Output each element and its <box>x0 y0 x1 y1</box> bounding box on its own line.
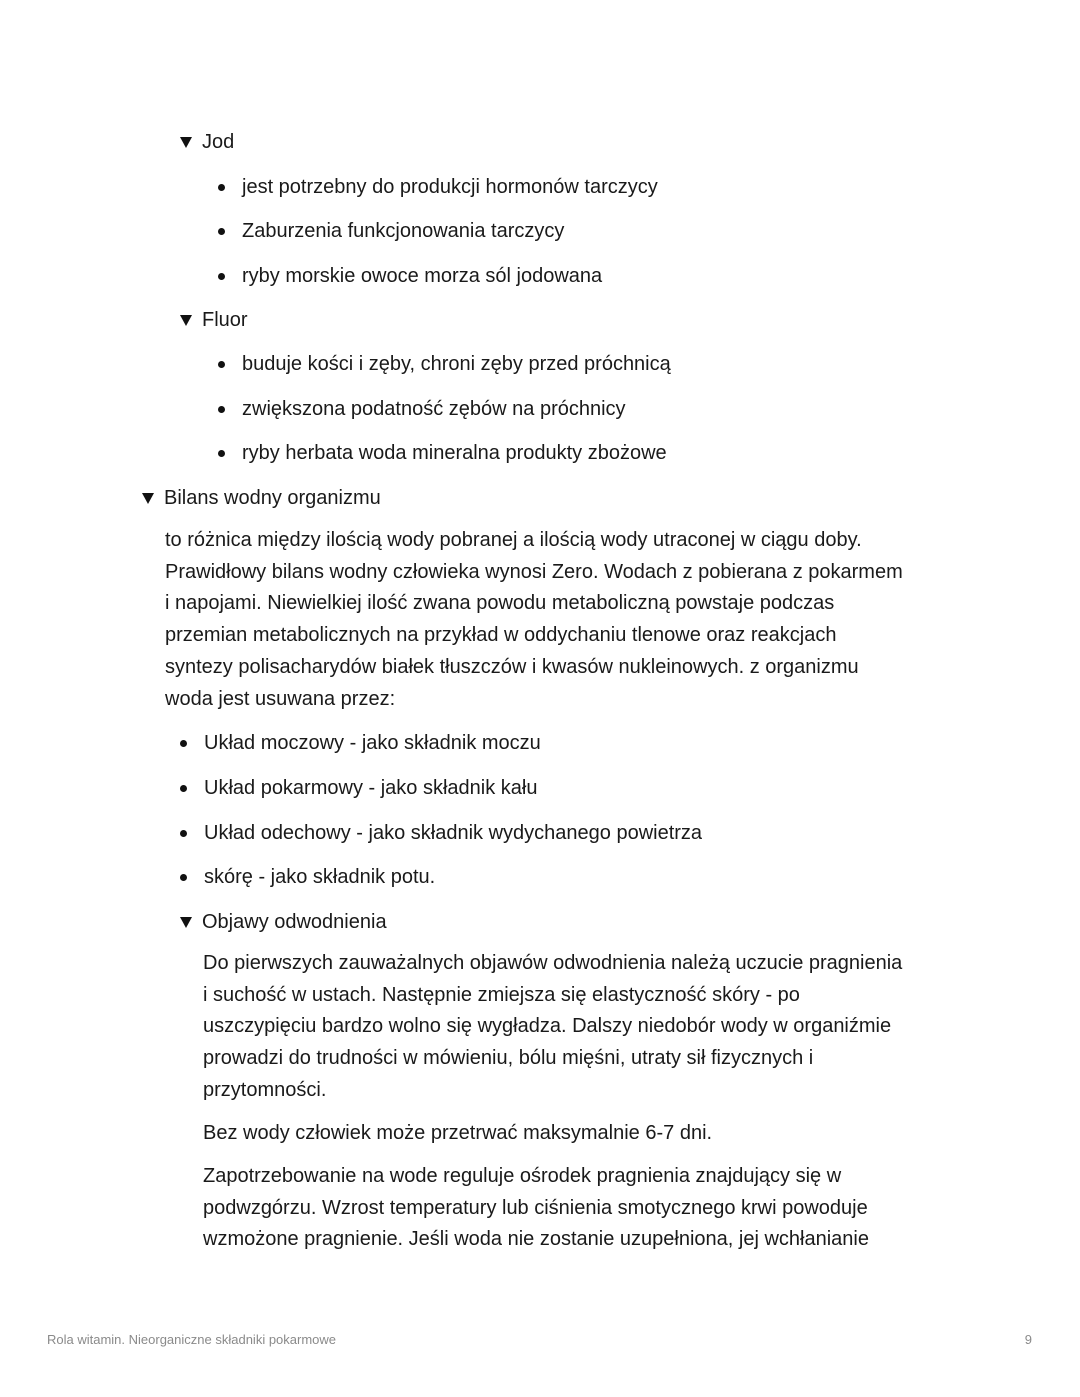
triangle-down-icon[interactable] <box>180 315 192 326</box>
bullet-icon <box>218 361 225 368</box>
list-item <box>180 821 702 845</box>
footer-document-title: Rola witamin. Nieorganiczne składniki pokarmowe <box>47 1332 337 1347</box>
list-item <box>218 352 671 376</box>
paragraph-line: uszczypięciu bardzo wolno się wygładza. Dalszy niedobór wody w organiźmie <box>203 1015 892 1038</box>
list-item <box>218 175 658 199</box>
list-item-text: jest potrzebny do produkcji hormonów tarczycy <box>242 176 658 198</box>
bilans-paragraph <box>165 525 903 715</box>
list-item-text: skórę - jako składnik potu. <box>204 866 436 888</box>
bullet-icon <box>180 830 187 837</box>
bullet-icon <box>218 450 225 457</box>
list-item <box>218 441 667 465</box>
list-item-text: Układ odechowy - jako składnik wydychanego powietrza <box>204 822 703 844</box>
list-item <box>218 219 564 243</box>
toggle-fluor[interactable] <box>180 308 248 332</box>
triangle-down-icon[interactable] <box>180 917 192 928</box>
bullet-icon <box>180 740 187 747</box>
bullet-icon <box>180 874 187 881</box>
triangle-down-icon[interactable] <box>180 137 192 148</box>
list-item <box>180 776 537 800</box>
bullet-icon <box>180 785 187 792</box>
paragraph-line: wzmożone pragnienie. Jeśli woda nie zostanie uzupełniona, jej wchłanianie <box>203 1228 869 1251</box>
list-item <box>218 264 602 288</box>
list-item-text: ryby herbata woda mineralna produkty zbożowe <box>242 442 667 464</box>
bullet-icon <box>218 273 225 280</box>
toggle-title: Jod <box>202 131 235 153</box>
paragraph-line: to różnica między ilością wody pobranej a ilością wody utraconej w ciągu doby. <box>165 529 862 551</box>
paragraph-line: Do pierwszych zauważalnych objawów odwodnienia należą uczucie pragnienia <box>203 952 903 974</box>
toggle-objawy-odwodnienia[interactable] <box>180 910 387 934</box>
bullet-icon <box>218 228 225 235</box>
list-item <box>218 397 626 421</box>
objawy-paragraph-3 <box>203 1161 869 1256</box>
list-item-text: Układ pokarmowy - jako składnik kału <box>204 777 538 799</box>
triangle-down-icon[interactable] <box>142 493 154 504</box>
paragraph-line: prowadzi do trudności w mówieniu, bólu mięśni, utraty sił fizycznych i <box>203 1047 814 1070</box>
paragraph-line: i suchość w ustach. Następnie zmiejsza się elastyczność skóry - po <box>203 983 800 1006</box>
paragraph-line: przemian metabolicznych na przykład w oddychaniu tlenowe oraz reakcjach <box>165 624 837 647</box>
toggle-title: Bilans wodny organizmu <box>164 487 381 509</box>
paragraph-line: i napojami. Niewielkiej ilość zwana powodu metaboliczną powstaje podczas <box>165 592 835 615</box>
paragraph-line: syntezy polisacharydów białek tłuszczów i kwasów nukleinowych. z organizmu <box>165 655 859 678</box>
list-item-text: Układ moczowy - jako składnik moczu <box>204 732 541 754</box>
toggle-bilans-wodny[interactable] <box>142 486 381 510</box>
toggle-title: Fluor <box>202 309 248 331</box>
bullet-icon <box>218 406 225 413</box>
footer-page-number: 9 <box>1024 1332 1032 1347</box>
paragraph-line: woda jest usuwana przez: <box>165 687 396 710</box>
bullet-icon <box>218 184 225 191</box>
list-item-text: zwiększona podatność zębów na próchnicy <box>242 398 626 420</box>
list-item-text: Zaburzenia funkcjonowania tarczycy <box>242 220 565 242</box>
paragraph-line: podwzgórzu. Wzrost temperatury lub ciśnienia smotycznego krwi powoduje <box>203 1196 868 1219</box>
list-item-text: buduje kości i zęby, chroni zęby przed próchnicą <box>242 353 671 375</box>
list-item-text: ryby morskie owoce morza sól jodowana <box>242 265 603 287</box>
paragraph-line: Prawidłowy bilans wodny człowieka wynosi Zero. Wodach z pobierana z pokarmem <box>165 560 903 583</box>
objawy-paragraph-2 <box>203 1118 712 1150</box>
list-item <box>180 731 541 755</box>
toggle-jod[interactable] <box>180 130 234 154</box>
paragraph-line: przytomności. <box>203 1078 327 1101</box>
objawy-paragraph-1 <box>203 948 902 1107</box>
list-item <box>180 865 435 889</box>
paragraph-line: Bez wody człowiek może przetrwać maksymalnie 6-7 dni. <box>203 1122 713 1144</box>
toggle-title: Objawy odwodnienia <box>202 911 387 933</box>
paragraph-line: Zapotrzebowanie na wode reguluje ośrodek pragnienia znajdujący się w <box>203 1165 842 1187</box>
